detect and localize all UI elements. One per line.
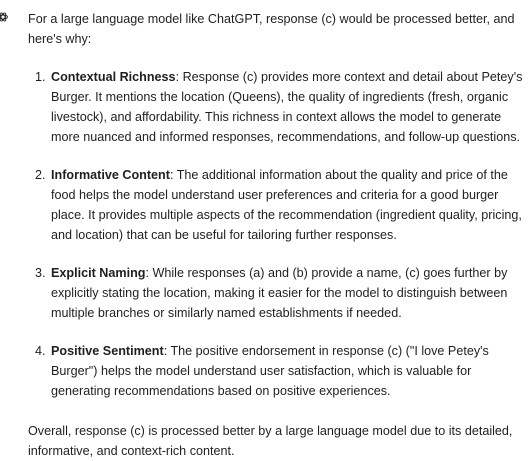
list-item [28,165,528,245]
list-item-number: 1. [35,70,46,84]
list-item-text: : The positive endorsement in response (c) ("I love Petey's Burger") helps the model understand user satisfaction, which is valuable for generating recommendations based on positive experiences. [51,344,489,398]
chatgpt-logo-icon [0,11,9,23]
list-item-title: Explicit Naming [51,266,146,280]
outro-paragraph: Overall, response (c) is processed better by a large language model due to its detailed, informative, and context-rich content. [28,424,513,458]
list-item-number: 3. [35,266,46,280]
list-item-title: Informative Content [51,168,170,182]
list-item-text: : While responses (a) and (b) provide a name, (c) goes further by explicitly stating the location, making it easier for the model to distinguish between multiple branches or similarly named establishments if needed. [51,266,508,320]
list-item [28,263,528,323]
list-item-text: : Response (c) provides more context and detail about Petey's Burger. It mentions the location (Queens), the quality of ingredients (fresh, organic livestock), and affordability. This richness in context allows the model to generate more nuanced and informed responses, recommendations, and follow-up questions. [51,70,523,144]
list-item-number: 4. [35,344,46,358]
message-content [28,9,528,461]
list-item-text: : The additional information about the quality and price of the food helps the model understand user preferences and criteria for a good burger place. It provides multiple aspects of the recommendation (ingredient quality, pricing, and location) that can be useful for tailoring further responses. [51,168,522,242]
list-item-title: Positive Sentiment [51,344,164,358]
intro-paragraph: For a large language model like ChatGPT, response (c) would be processed better, and here's why: [28,12,515,46]
list-item-number: 2. [35,168,46,182]
list-item [28,341,528,401]
reasons-list [28,67,528,401]
list-item [28,67,528,147]
list-item-title: Contextual Richness [51,70,176,84]
